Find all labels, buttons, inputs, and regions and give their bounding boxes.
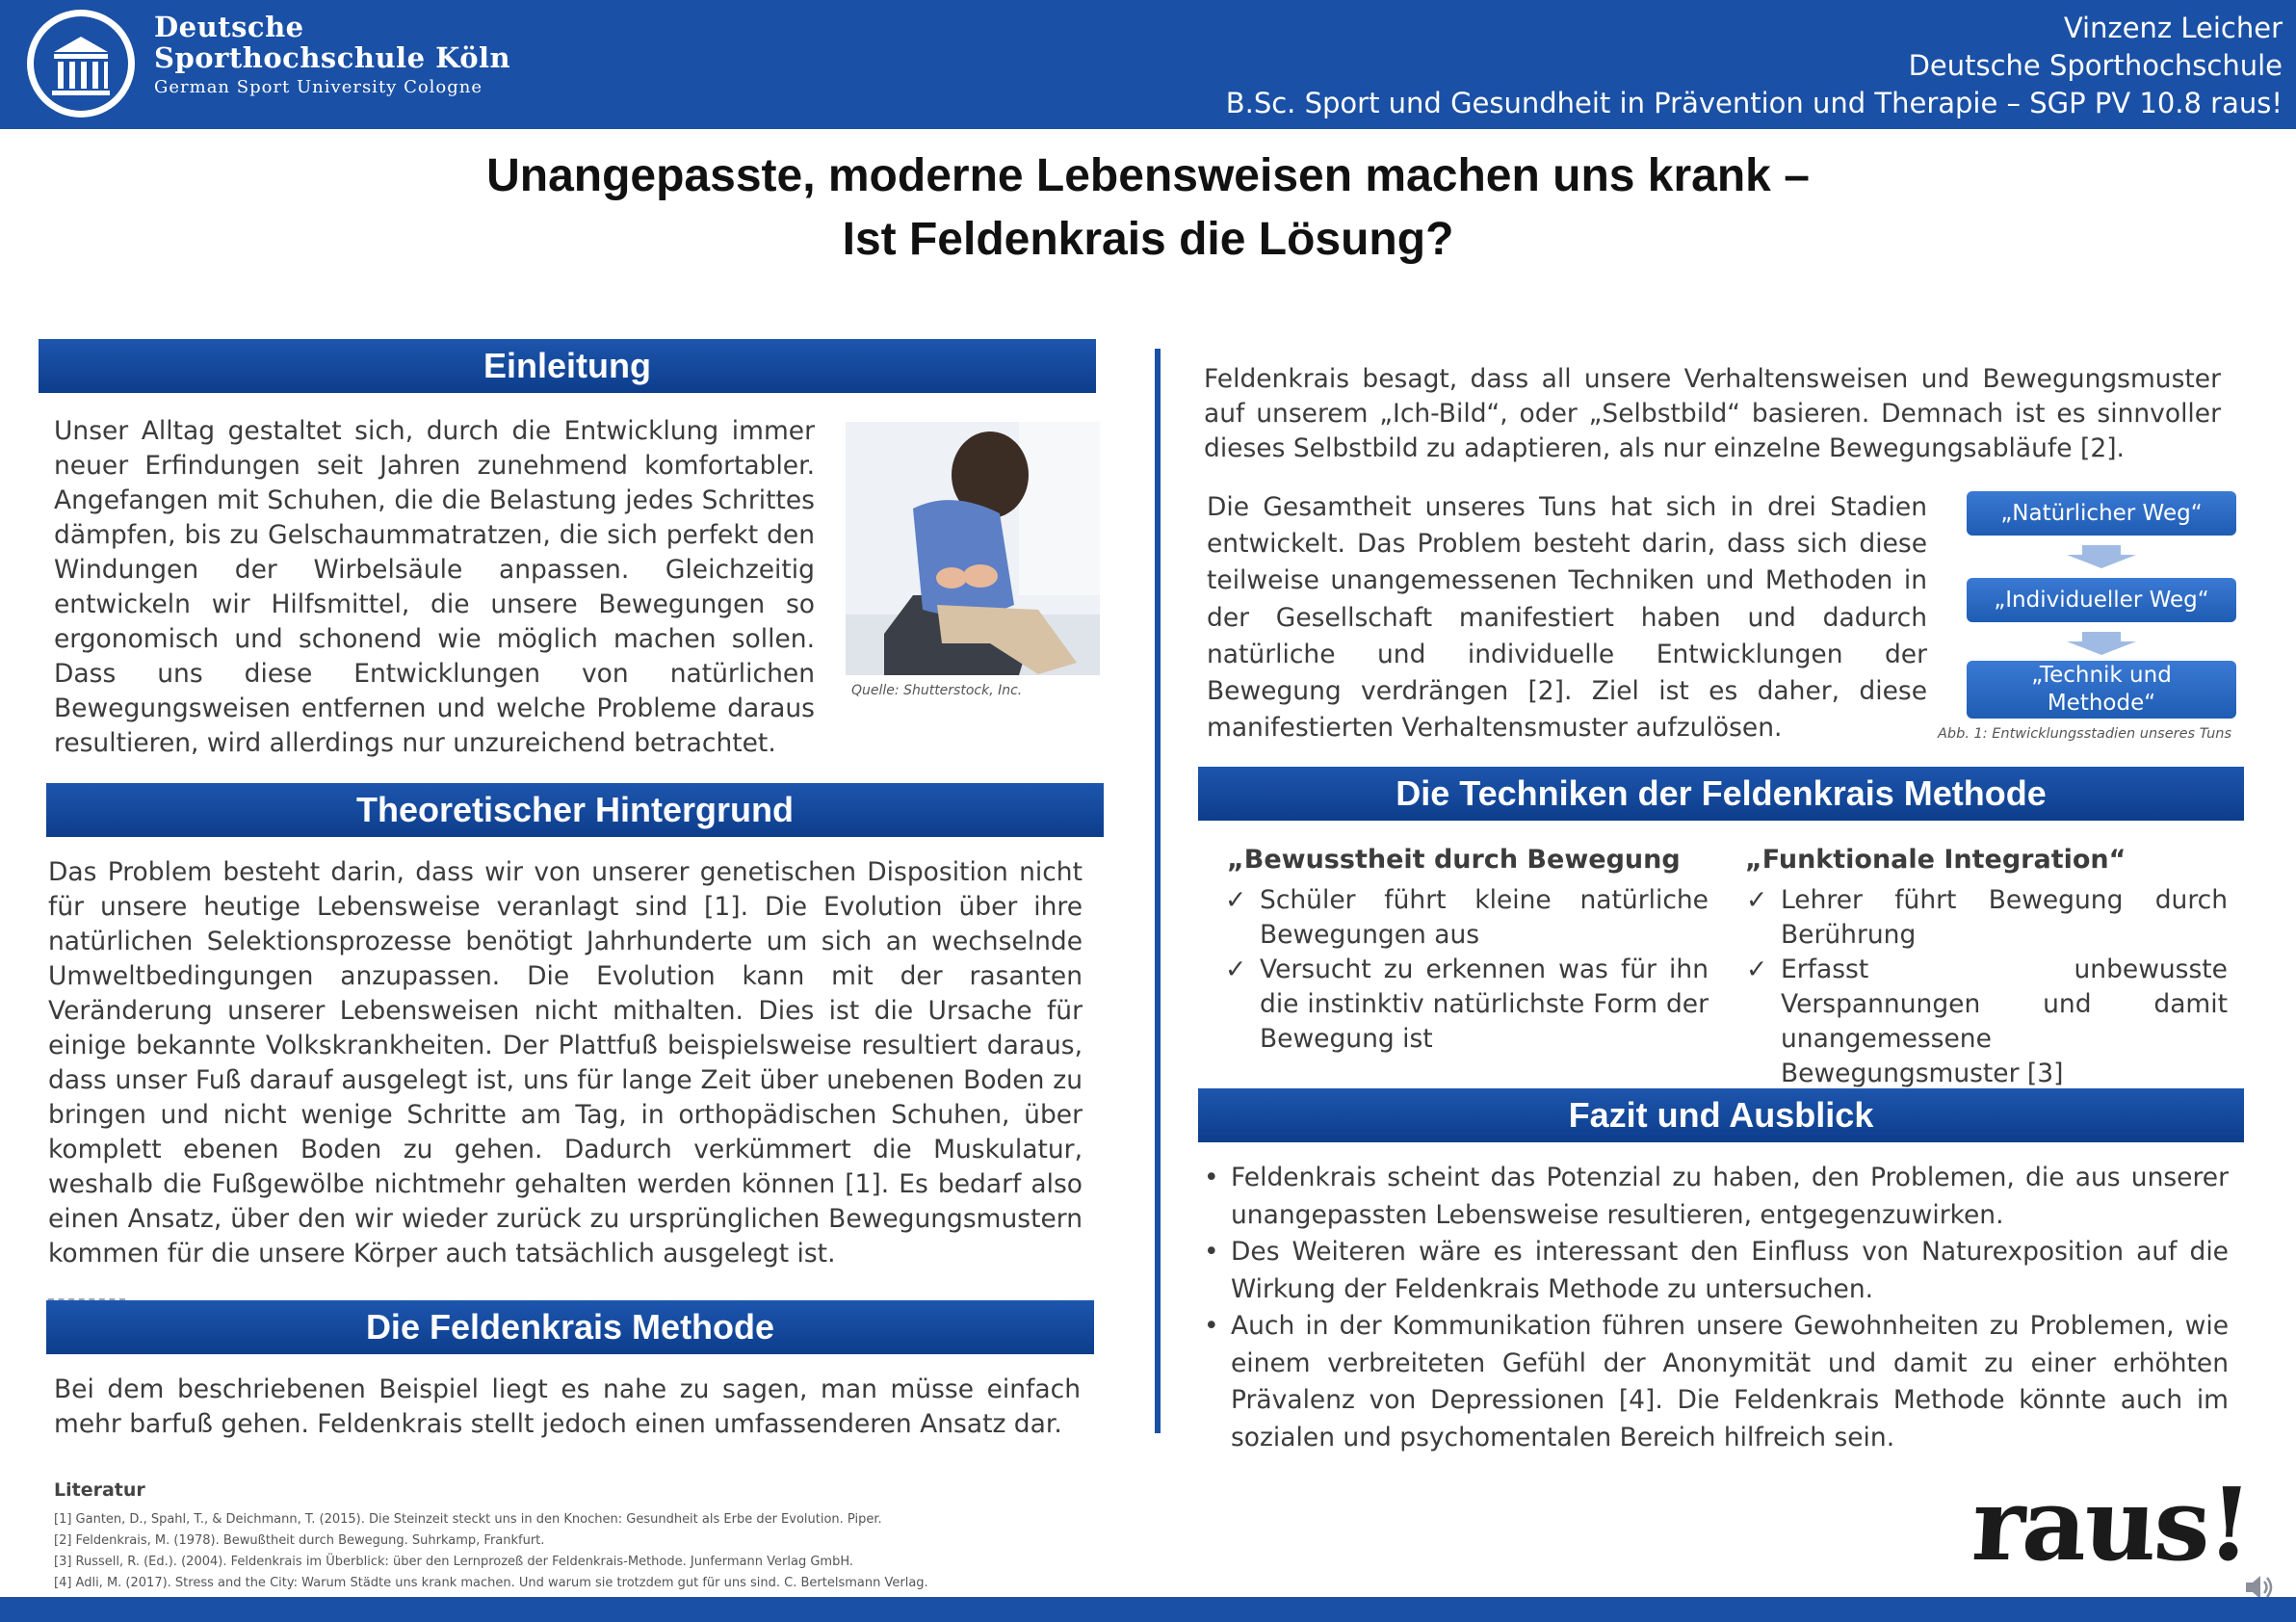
- hintergrund-heading: Theoretischer Hintergrund: [46, 783, 1104, 837]
- university-name-english: German Sport University Cologne: [154, 77, 483, 97]
- literatur-heading: Literatur: [54, 1479, 145, 1501]
- checkmark-icon: ✓: [1746, 885, 1768, 915]
- author-name: Vinzenz Leicher: [2063, 12, 2283, 44]
- fazit-item-text: Des Weiteren wäre es interessant den Einfluss von Naturexposition auf die Wirkung der Feldenkrais Methode zu untersuchen.: [1231, 1237, 2229, 1304]
- university-name: [154, 12, 510, 102]
- literatur-item: [4] Adli, M. (2017). Stress and the City: Warum Städte uns krank machen. Und warum sie trotzdem gut für uns sind. C. Bertelsmann Verlag.: [54, 1576, 928, 1590]
- back-pain-photo: [846, 422, 1100, 675]
- bullet-icon: •: [1204, 1311, 1219, 1341]
- bullet-icon: •: [1204, 1163, 1219, 1192]
- einleitung-text: Unser Alltag gestaltet sich, durch die Entwicklung immer neuer Erfindungen seit Jahren zunehmend komfortabler. Angefangen mit Schuhen, die die Belastung jedes Schrittes dämpfen, bis zu Gelschaummatratzen, die sich perfekt den Windungen der Wirbelsäule anpassen. Gleichzeitig entwickeln wir Hilfsmittel, die unsere Bewegungen so ergonomisch und schonend wie möglich machen sollen. Dass uns diese Entwicklungen von natürlichen Bewegungsweisen entfernen und welche Probleme daraus resultieren, wird allerdings nur unzureichend betrachtet.: [54, 416, 815, 758]
- author-program: B.Sc. Sport und Gesundheit in Prävention und Therapie – SGP PV 10.8 raus!: [1225, 87, 2283, 119]
- author-block: [1226, 10, 2283, 122]
- technique-item: [1225, 953, 1709, 1057]
- technique-item: [1746, 953, 2228, 1091]
- fazit-heading: Fazit und Ausblick: [1198, 1088, 2244, 1142]
- technique-item-text: Schüler führt kleine natürliche Bewegungen aus: [1260, 885, 1709, 950]
- photo-caption: Quelle: Shutterstock, Inc.: [851, 683, 1023, 698]
- einleitung-heading: Einleitung: [39, 339, 1096, 393]
- feldenkrais-intro-text: Feldenkrais besagt, dass all unsere Verhaltensweisen und Bewegungsmuster auf unserem „Ich-Bild“, oder „Selbstbild“ basieren. Demnach ist es sinnvoller dieses Selbstbild zu adaptieren, als nur einzelne Bewegungsabläufe [2].: [1204, 364, 2221, 463]
- technique-item: [1225, 883, 1709, 953]
- methode-heading: Die Feldenkrais Methode: [46, 1300, 1094, 1354]
- header-bar: [0, 0, 2296, 129]
- university-emblem-icon: [27, 10, 135, 118]
- fazit-item-text: Feldenkrais scheint das Potenzial zu haben, den Problemen, die aus unserer unangepassten Lebensweise resultieren, entgegenzuwirken.: [1231, 1163, 2229, 1230]
- author-institution: Deutsche Sporthochschule: [1908, 49, 2283, 82]
- down-arrow-icon: [2067, 632, 2136, 655]
- technique-col1-title: „Bewusstheit durch Bewegung: [1227, 845, 1681, 875]
- technique-item-text: Versucht zu erkennen was für ihn die instinktiv natürlichste Form der Bewegung ist: [1260, 955, 1709, 1054]
- fazit-item: [1204, 1234, 2229, 1308]
- fazit-item-text: Auch in der Kommunikation führen unsere Gewohnheiten zu Problemen, wie einem verbreiteten Gefühl der Anonymität und damit zu einer erhöhten Prävalenz von Depressionen [4]. Die Feldenkrais Methode könnte auch im sozialen und psychomentalen Bereich hilfreich sein.: [1231, 1311, 2229, 1452]
- checkmark-icon: ✓: [1746, 955, 1768, 984]
- column-divider: [1155, 349, 1161, 1433]
- down-arrow-icon: [2067, 545, 2136, 568]
- checkmark-icon: ✓: [1225, 885, 1247, 915]
- stage-natural-way: „Natürlicher Weg“: [1967, 491, 2236, 536]
- literatur-item: [2] Feldenkrais, M. (1978). Bewußtheit durch Bewegung. Suhrkamp, Frankfurt.: [54, 1533, 545, 1548]
- raus-logo: raus!: [1969, 1465, 2253, 1583]
- literatur-item: [1] Ganten, D., Spahl, T., & Deichmann, T. (2015). Die Steinzeit steckt uns in den Knochen: Gesundheit als Erbe der Evolution. Piper.: [54, 1512, 882, 1527]
- poster-title: [0, 144, 2296, 272]
- university-name-line2: Sporthochschule Köln: [154, 41, 511, 74]
- stadien-text: Die Gesamtheit unseres Tuns hat sich in drei Stadien entwickelt. Das Problem besteht darin, dass sich diese teilweise unangemessenen Techniken und Methoden in der Gesellschaft manifestiert haben und dadurch natürliche und individuelle Entwicklungen der Bewegung verdrängen [2]. Ziel ist es daher, diese manifestierten Verhaltensmuster aufzulösen.: [1207, 492, 1927, 744]
- hintergrund-text: Das Problem besteht darin, dass wir von unserer genetischen Disposition nicht für unsere heutige Lebensweise veranlagt sind [1]. Die Evolution über ihre natürlichen Selektionsprozesse benötigt Jahrhunderte um sich an wechselnde Umweltbedingungen anzupassen. Die Evolution kann mit der rasanten Veränderung unserer Lebensweisen nicht mithalten. Dies ist die Ursache für einige bekannte Volkskrankheiten. Der Plattfuß beispielsweise resultiert daraus, dass unser Fuß darauf ausgelegt ist, uns für lange Zeit über unebenen Boden zu bringen und nicht wenige Schritte am Tag, in orthopädischen Schuhen, über komplett ebenen Boden zu gehen. Dadurch verkümmert die Muskulatur, weshalb die Fußgewölbe nichtmehr gehalten werden können [1]. Es bedarf also einen Ansatz, über den wir wieder zurück zu ursprünglichen Bewegungsmustern kommen für die unsere Körper auch tatsächlich ausgelegt ist.: [48, 857, 1083, 1269]
- poster-title-line1: Unangepasste, moderne Lebensweisen machen uns krank –: [486, 150, 1810, 201]
- bullet-icon: •: [1204, 1237, 1219, 1267]
- stage-technique-method: „Technik und Methode“: [1967, 661, 2236, 719]
- methode-text: Bei dem beschriebenen Beispiel liegt es nahe zu sagen, man müsse einfach mehr barfuß gehen. Feldenkrais stellt jedoch einen umfassenderen Ansatz dar.: [54, 1374, 1081, 1439]
- footer-bar: [0, 1597, 2296, 1622]
- figure-caption: Abb. 1: Entwicklungsstadien unseres Tuns: [1938, 726, 2232, 742]
- technique-item: [1746, 883, 2228, 953]
- technique-col2-title: „Funktionale Integration“: [1745, 845, 2126, 875]
- techniken-heading: Die Techniken der Feldenkrais Methode: [1198, 767, 2244, 821]
- technique-item-text: Erfasst unbewusste Verspannungen und damit unangemessene Bewegungsmuster [3]: [1781, 955, 2228, 1088]
- fazit-item: [1204, 1160, 2229, 1234]
- stage-individual-way: „Individueller Weg“: [1967, 578, 2236, 622]
- technique-item-text: Lehrer führt Bewegung durch Berührung: [1781, 885, 2228, 950]
- checkmark-icon: ✓: [1225, 955, 1247, 984]
- fazit-item: [1204, 1308, 2229, 1456]
- poster-title-line2: Ist Feldenkrais die Lösung?: [842, 214, 1454, 265]
- literatur-item: [3] Russell, R. (Ed.). (2004). Feldenkrais im Überblick: über den Lernprozeß der Feldenkrais-Methode. Junfermann Verlag GmbH.: [54, 1555, 853, 1569]
- university-name-line1: Deutsche: [154, 11, 304, 43]
